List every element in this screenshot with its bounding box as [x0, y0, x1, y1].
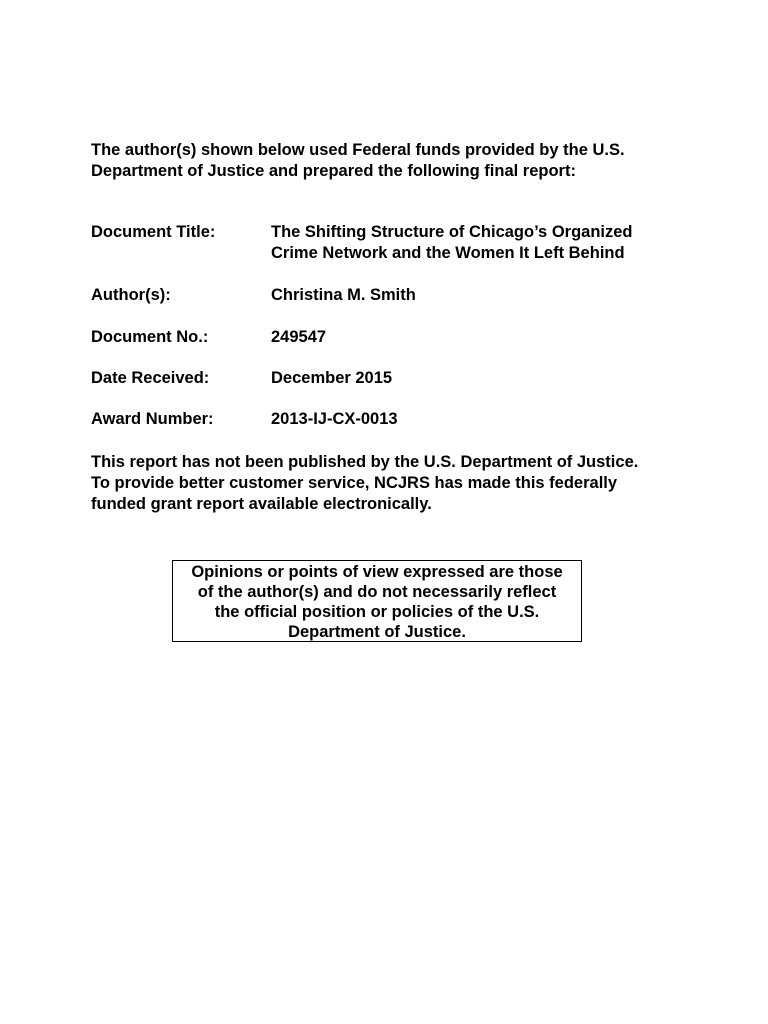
document-title-line-2: Crime Network and the Women It Left Behind	[271, 244, 625, 262]
date-received-label: Date Received:	[91, 369, 210, 387]
award-number-label: Award Number:	[91, 410, 214, 428]
disclaimer-box	[172, 560, 582, 642]
document-number-label: Document No.:	[91, 328, 209, 346]
authors-label: Author(s):	[91, 286, 171, 304]
intro-line-2: Department of Justice and prepared the following final report:	[91, 162, 576, 180]
publication-notice	[91, 452, 711, 515]
date-received-value: December 2015	[271, 369, 393, 387]
document-title-value	[271, 222, 633, 264]
disclaimer-line-2: of the author(s) and do not necessarily reflect	[197, 583, 557, 601]
notice-line-1: This report has not been published by the U.S. Department of Justice.	[91, 453, 639, 471]
intro-line-1: The author(s) shown below used Federal funds provided by the U.S.	[91, 141, 625, 159]
disclaimer-line-1: Opinions or points of view expressed are those	[191, 563, 563, 581]
award-number-value: 2013-IJ-CX-0013	[271, 410, 398, 428]
notice-line-2: To provide better customer service, NCJRS has made this federally	[91, 474, 618, 492]
disclaimer-line-3: the official position or policies of the U.S.	[214, 603, 540, 621]
disclaimer-line-4: Department of Justice.	[288, 623, 466, 641]
document-title-line-1: The Shifting Structure of Chicago’s Organized	[271, 223, 633, 241]
document-title-label: Document Title:	[91, 223, 216, 241]
document-number-value: 249547	[271, 328, 327, 346]
intro-paragraph	[91, 140, 711, 182]
notice-line-3: funded grant report available electronically.	[91, 495, 432, 513]
authors-value: Christina M. Smith	[271, 286, 416, 304]
